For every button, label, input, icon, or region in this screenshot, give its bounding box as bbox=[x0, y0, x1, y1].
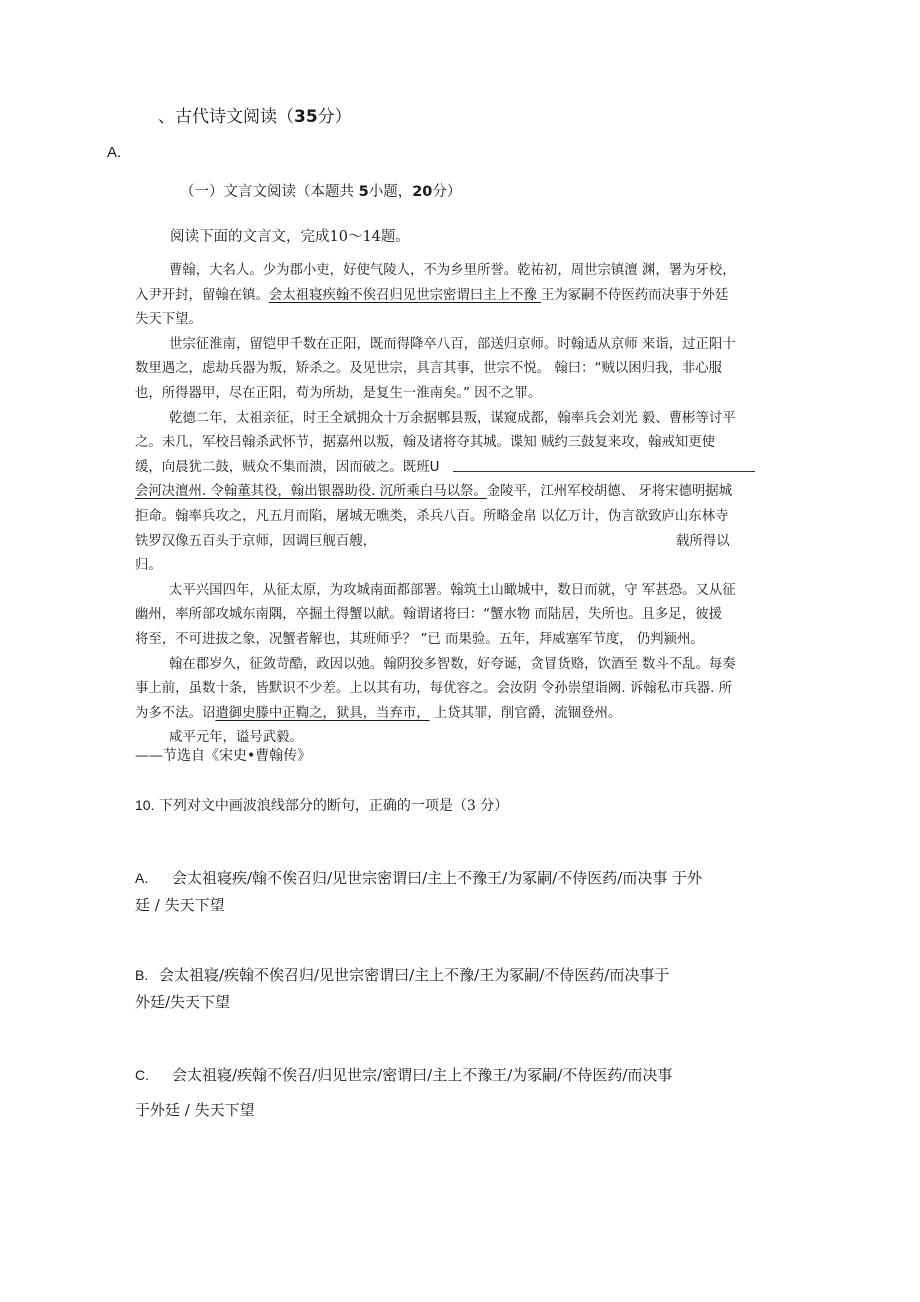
passage-line: 乾德二年，太祖亲征，时王全斌拥众十万余据郫县叛，谋窥成都，翰率兵会刘光 毅、曹彬等讨平 bbox=[169, 410, 736, 426]
passage-line: 数里遇之，虑劫兵器为叛，矫杀之。及见世宗，具言其事，世宗不悦。 翰曰：“贼以困归我，非心服 bbox=[135, 361, 722, 377]
question-text: 下列对文中画波浪线部分的断句，正确的一项是（3 分） bbox=[158, 798, 509, 814]
option-text: 会太祖寝/疾翰不俟召/归见世宗/密谓曰/主上不豫王/为冢嗣/不侍医药/而决事 bbox=[172, 1066, 673, 1084]
option-c[interactable] bbox=[135, 1064, 672, 1120]
passage-line bbox=[135, 530, 780, 555]
passage-line bbox=[135, 702, 780, 727]
passage-line: 幽州，率所部攻城东南隅，卒掘土得蟹以献。翰谓诸将曰：“蟹水物 而陆居，失所也。且多足，彼援 bbox=[135, 607, 722, 623]
option-line: 外廷/失天下望 bbox=[135, 993, 231, 1011]
passage-line bbox=[135, 284, 780, 309]
passage-line: 之。未几，军校吕翰杀武怀节，据嘉州以叛，翰及诸将夺其城。谍知 贼约三鼓复来攻，翰戒知更使 bbox=[135, 435, 716, 451]
passage-line: 曹翰，大名人。少为郡小吏，好使气陵人，不为乡里所誉。乾祐初，周世宗镇澶 渊，署为牙校， bbox=[169, 263, 736, 278]
passage-line: 咸平元年，谥号武毅。 bbox=[169, 730, 303, 746]
question-10 bbox=[135, 795, 508, 815]
passage-source: ——节选自《宋史•曹翰传》 bbox=[135, 748, 312, 764]
subsection-prefix: （一）文言文阅读（本题共 bbox=[180, 184, 359, 200]
answer-blank-line bbox=[453, 457, 755, 472]
wavy-underlined-text: 会太祖寝疾翰不俟召归见世宗密谓曰主上不豫 bbox=[268, 287, 541, 303]
option-line bbox=[135, 964, 669, 985]
passage-text: 为多不法。诏 bbox=[135, 705, 216, 721]
passage-text: 载所得以 bbox=[676, 533, 730, 549]
passage-line: 太平兴国四年，从征太原，为攻城南面都部署。翰筑土山瞰城中，数日而就，守 军甚恐。又从征 bbox=[169, 582, 736, 598]
passage-line: 归。 bbox=[135, 558, 162, 574]
passage-line: 事上前，虽数十条，皆默识不少差。上以其有功，每优容之。会汝阴 令孙崇望诣阙. 诉翰私市兵器. 所 bbox=[135, 681, 733, 697]
option-b[interactable] bbox=[135, 964, 669, 1012]
option-a[interactable] bbox=[135, 867, 702, 915]
option-line: 廷 / 失天下望 bbox=[135, 896, 225, 914]
option-line: 于外廷 / 失天下望 bbox=[135, 1101, 255, 1119]
passage-line: 失天下望。 bbox=[135, 312, 202, 328]
option-line bbox=[135, 867, 702, 888]
part-label: A. bbox=[107, 144, 122, 161]
option-label: A. bbox=[135, 870, 149, 886]
passage-text: 缓，向晨犹二鼓，贼众不集而溃，因而破之。既班U bbox=[135, 459, 440, 475]
passage-text: 入尹开封，留翰在镇。 bbox=[135, 287, 269, 303]
option-line bbox=[135, 1064, 672, 1085]
passage-text: 金陵平，江州军校胡德、 牙将宋德明据城 bbox=[486, 484, 733, 500]
option-label: C. bbox=[135, 1067, 149, 1083]
option-label: B. bbox=[135, 967, 149, 983]
section-title-prefix: 、古代诗文阅读（ bbox=[158, 107, 294, 127]
section-score: 35 bbox=[294, 107, 318, 127]
passage-line: 翰在郡岁久，征敛苛酷，政因以弛。翰阴狡多智数，好夸诞，贪冒货赂，饮酒至 数斗不乱。每奏 bbox=[169, 656, 736, 672]
underlined-text: 遣御史滕中正鞫之，狱具，当弃市， bbox=[215, 705, 430, 721]
option-text: 会太祖寝疾/翰不俟召归/见世宗密谓曰/主上不豫王/为冢嗣/不侍医药/而决事 于外 bbox=[172, 869, 703, 887]
underlined-text: 会河决澶州. 令翰董其役，翰出银器助役. 沉所乘白马以祭。 bbox=[135, 484, 487, 500]
passage-line bbox=[135, 456, 780, 481]
passage-text: 上贷其罪，削官爵，流锢登州。 bbox=[429, 705, 622, 721]
subsection-middle: 小题， bbox=[368, 184, 413, 200]
passage-line: 也，所得器甲，尽在正阳，苟为所劫，是复生一淮南矣。” 因不之罪。 bbox=[135, 385, 542, 401]
subsection-score: 20 bbox=[412, 184, 433, 200]
passage-line: 将至，不可进拔之象，况蟹者解也，其班师乎？ ”已 而果验。五年，拜威塞军节度， 仍判颍州。 bbox=[135, 631, 704, 647]
subsection-count: 5 bbox=[358, 184, 369, 200]
question-number: 10. bbox=[135, 797, 155, 813]
passage-text: 王为冢嗣不侍医药而决事于外廷 bbox=[540, 287, 729, 303]
passage bbox=[135, 259, 780, 751]
section-title-suffix: 分） bbox=[317, 107, 352, 127]
passage-line: 世宗征淮南，留铠甲千数在正阳，既而得降卒八百，部送归京师。时翰适从京师 来诣，过正阳十 bbox=[169, 336, 736, 352]
subsection-suffix: 分） bbox=[432, 184, 462, 200]
passage-line bbox=[135, 480, 780, 505]
instruction: 阅读下面的文言文，完成10〜14题。 bbox=[170, 229, 410, 245]
option-text: 会太祖寝/疾翰不俟召归/见世宗密谓曰/主上不豫/王为冢嗣/不侍医药/而决事于 bbox=[159, 966, 670, 984]
passage-text: 铁罗汉像五百头于京师，因调巨舰百艘， bbox=[135, 533, 377, 549]
subsection-title bbox=[180, 180, 461, 201]
section-title bbox=[158, 102, 352, 127]
passage-line: 拒命。翰率兵攻之，凡五月而陷，屠城无噍类，杀兵八百。所略金帛 以亿万计，伪言欲致庐山东林寺 bbox=[135, 508, 729, 524]
